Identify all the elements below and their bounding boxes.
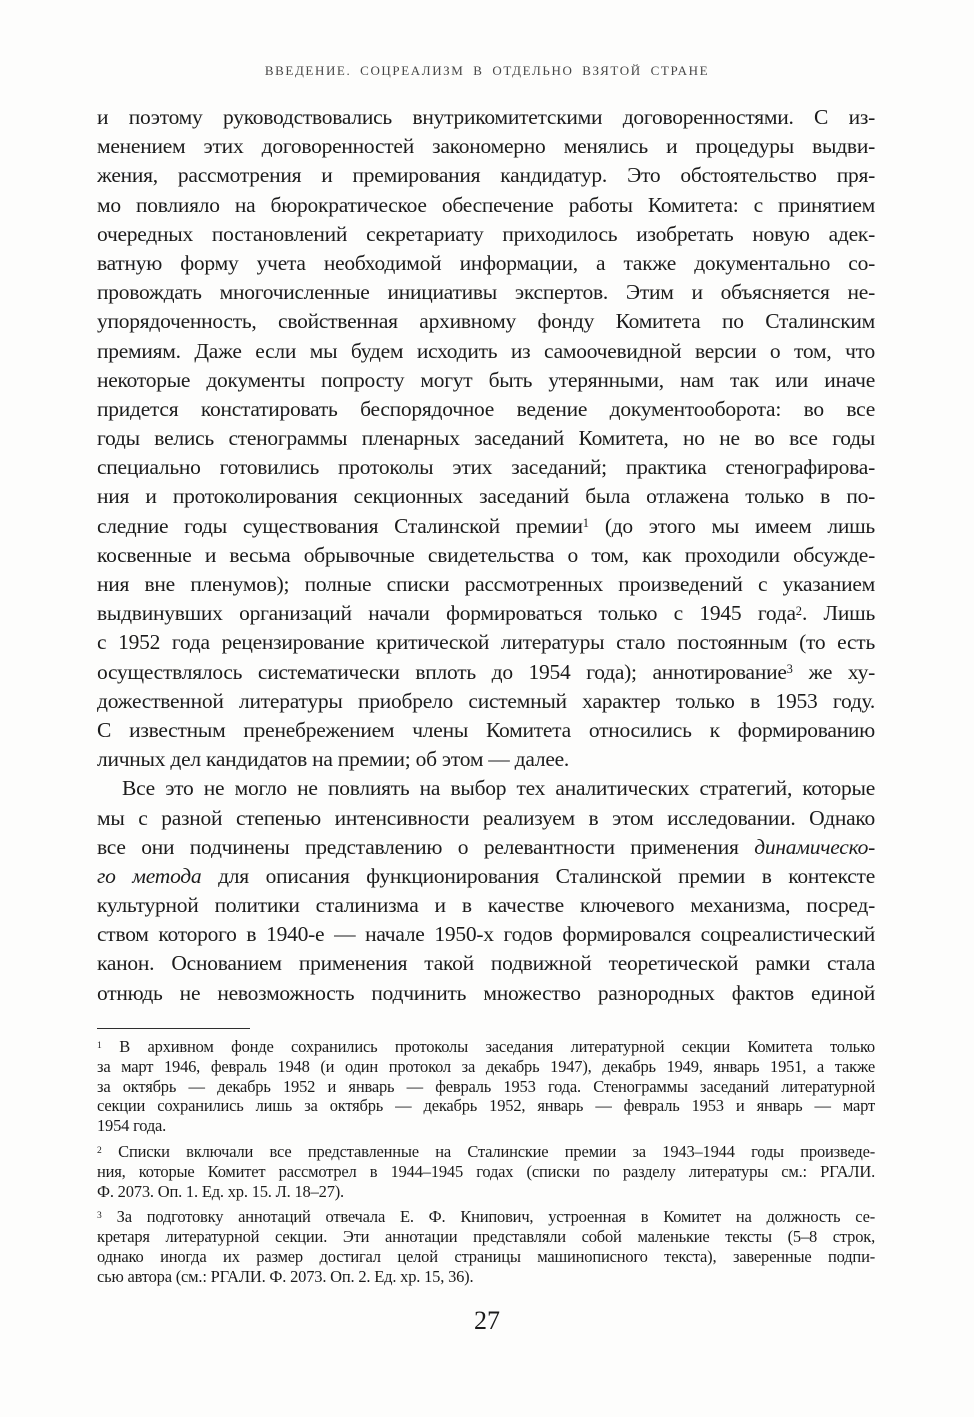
body-text-line (97, 774, 875, 803)
text-segment: жения, рассмотрения и премирования кандидатур. Это обстоятельство пря- (97, 163, 875, 188)
body-text-line (97, 103, 875, 132)
text-segment: личных дел кандидатов на премии; об этом — далее. (97, 747, 570, 772)
text-segment: выдвинувших организаций начали формироваться только с 1945 года (97, 601, 796, 626)
text-segment: ватную форму учета необходимой информации, а также документально со- (97, 250, 875, 275)
text-segment: с 1952 года рецензирование критической литературы стало постоянным (то есть (97, 630, 875, 655)
body-text-line (97, 453, 875, 482)
text-segment: для описания функционирования Сталинской премии в контексте (201, 863, 875, 888)
text-segment: некоторые документы попросту могут быть утерянными, нам так или иначе (97, 367, 875, 392)
text-segment: С известным пренебрежением члены Комитета относились к формированию (97, 717, 875, 742)
body-text-line (97, 862, 875, 891)
emphasized-text: го метода (97, 863, 202, 888)
body-text-line (97, 687, 875, 716)
text-segment: косвенные и весьма обрывочные свидетельства о том, как проходили обсужде- (97, 542, 875, 567)
text-segment: дожественной литературы приобрело системный характер только в 1953 году. (97, 688, 875, 713)
body-text-line (97, 745, 875, 774)
footnote-line (97, 1182, 875, 1202)
footnote-reference: 3 (786, 661, 793, 676)
text-segment: ния, которые Комитет рассмотрел в 1944–1945 годах (списки по разделу литературы см.: РГАЛИ. (97, 1161, 875, 1181)
body-text-line (97, 891, 875, 920)
text-segment: В архивном фонде сохранились протоколы заседания литературной секции Комитета только (101, 1037, 875, 1056)
body-text-line (97, 833, 875, 862)
body-text-line (97, 541, 875, 570)
body-text-line (97, 512, 875, 541)
footnote-reference: 1 (582, 516, 589, 531)
text-segment: канон. Основанием применения такой подвижной теоретической рамки стала (97, 951, 875, 976)
text-segment: ния вне пленумов); полные списки рассмотренных произведений с указанием (97, 572, 875, 596)
text-segment: все они подчинены представлению о релевантности применения (97, 834, 755, 859)
text-segment: однако иногда их размер достигал целой страницы машинописного текста), заверенные подпи- (97, 1246, 875, 1266)
footnote-line (97, 1142, 875, 1162)
emphasized-text: динамическо- (754, 834, 875, 859)
text-segment: сью автора (см.: РГАЛИ. Ф. 2073. Оп. 2. Ед. хр. 15, 36). (97, 1266, 474, 1286)
text-segment: специально готовились протоколы этих заседаний; практика стенографирова- (97, 455, 875, 480)
footnote-line (97, 1116, 875, 1136)
body-text-line (97, 132, 875, 161)
body-text-line (97, 337, 875, 366)
footnote-line (97, 1207, 875, 1227)
footnote-line (97, 1096, 875, 1116)
footnote-reference: 1 (97, 1039, 102, 1051)
body-text-line (97, 920, 875, 949)
footnote-line (97, 1057, 875, 1077)
body-text-line (97, 804, 875, 833)
text-segment: 1954 года. (97, 1116, 167, 1136)
footnote-line (97, 1227, 875, 1247)
text-segment: кретаря литературной секции. Эти аннотации представляли собой маленькие тексты (5–8 строк, (97, 1227, 875, 1247)
text-segment: ния и протоколирования секционных заседаний была отлажена только в по- (97, 484, 875, 509)
footnote-line (97, 1162, 875, 1182)
text-segment: отнюдь не невозможность подчинить множество разнородных фактов единой (97, 980, 875, 1005)
text-segment: За подготовку аннотаций отвечала Е. Ф. Книпович, устроенная в Комитет на должность се- (101, 1207, 875, 1227)
text-segment: упорядоченность, свойственная архивному фонду Комитета по Сталинским (97, 309, 875, 334)
text-segment: придется констатировать беспорядочное ведение документооборота: во все (97, 396, 875, 421)
body-text-line (97, 482, 875, 511)
body-text-line (97, 716, 875, 745)
footnote-line (97, 1037, 875, 1057)
text-segment: за март 1946, февраль 1948 (и один протокол за декабрь 1947), декабрь 1949, январь 1951, а также (97, 1056, 875, 1076)
text-segment: мы с разной степенью интенсивности реализуем в этом исследовании. Однако (97, 805, 875, 830)
running-header: ВВЕДЕНИЕ. СОЦРЕАЛИЗМ В ОТДЕЛЬНО ВЗЯТОЙ СТРАНЕ (264, 63, 710, 78)
footnote-line (97, 1077, 875, 1097)
text-segment: провождать многочисленные инициативы экспертов. Этим и объясняется не- (97, 280, 875, 305)
text-segment: годы велись стенограммы пленарных заседаний Комитета, но не во все годы (97, 426, 875, 451)
body-text-line (97, 307, 875, 336)
text-segment: Ф. 2073. Оп. 1. Ед. хр. 15. Л. 18–27). (97, 1181, 344, 1201)
footnote-line (97, 1247, 875, 1267)
body-text-line (97, 249, 875, 278)
text-segment: мо повлияло на бюрократическое обеспечение работы Комитета: с принятием (97, 192, 875, 217)
footnote (97, 1142, 875, 1201)
text-segment: культурной политики сталинизма и в качестве ключевого механизма, посред- (97, 893, 875, 918)
body-text-line (97, 658, 875, 687)
footnote-line (97, 1267, 875, 1287)
body-text-line (97, 191, 875, 220)
footnote-reference: 2 (97, 1144, 102, 1156)
text-segment: Все это не могло не повлиять на выбор тех аналитических стратегий, которые (122, 776, 875, 801)
text-segment: ством которого в 1940-е — начале 1950-х годов формировался соцреалистический (97, 922, 875, 947)
body-text-line (97, 395, 875, 424)
footnote (97, 1207, 875, 1286)
body-text-line (97, 424, 875, 453)
text-segment: следние годы существования Сталинской премии (97, 513, 583, 538)
text-segment: премиям. Даже если мы будем исходить из самоочевидной версии о том, что (97, 338, 875, 363)
body-text-line (97, 628, 875, 657)
text-segment: менением этих договоренностей закономерно менялись и процедуры выдви- (97, 134, 875, 159)
page-number: 27 (474, 1306, 500, 1335)
body-text-line (97, 599, 875, 628)
footnotes-section (97, 1037, 875, 1293)
text-segment: Списки включали все представленные на Сталинские премии за 1943–1944 годы произведе- (101, 1141, 875, 1161)
body-text-line (97, 161, 875, 190)
body-text-line (97, 979, 875, 1008)
text-segment: же ху- (792, 659, 875, 684)
footnote-reference: 2 (795, 603, 802, 618)
text-segment: за октябрь — декабрь 1952 и январь — февраль 1953 года. Стенограммы заседаний литературной (97, 1076, 875, 1096)
body-text-line (97, 366, 875, 395)
text-segment: осуществлялось систематически вплоть до 1954 года); аннотирование (97, 659, 787, 684)
body-text-line (97, 220, 875, 249)
body-text-line (97, 949, 875, 978)
text-segment: и поэтому руководствовались внутрикомитетскими договоренностями. С из- (97, 105, 875, 129)
text-segment: секции сохранились лишь за октябрь — декабрь 1952, январь — февраль 1953 и январь — март (97, 1096, 875, 1116)
footnote-reference: 3 (97, 1210, 102, 1222)
text-segment: очередных постановлений секретариату приходилось изобретать новую адек- (97, 221, 875, 246)
text-segment: (до этого мы имеем лишь (588, 513, 875, 538)
footnote (97, 1037, 875, 1136)
body-text-line (97, 570, 875, 599)
text-segment: . Лишь (801, 601, 875, 626)
body-text (97, 103, 875, 1008)
body-text-line (97, 278, 875, 307)
footnote-separator-rule (97, 1028, 250, 1029)
